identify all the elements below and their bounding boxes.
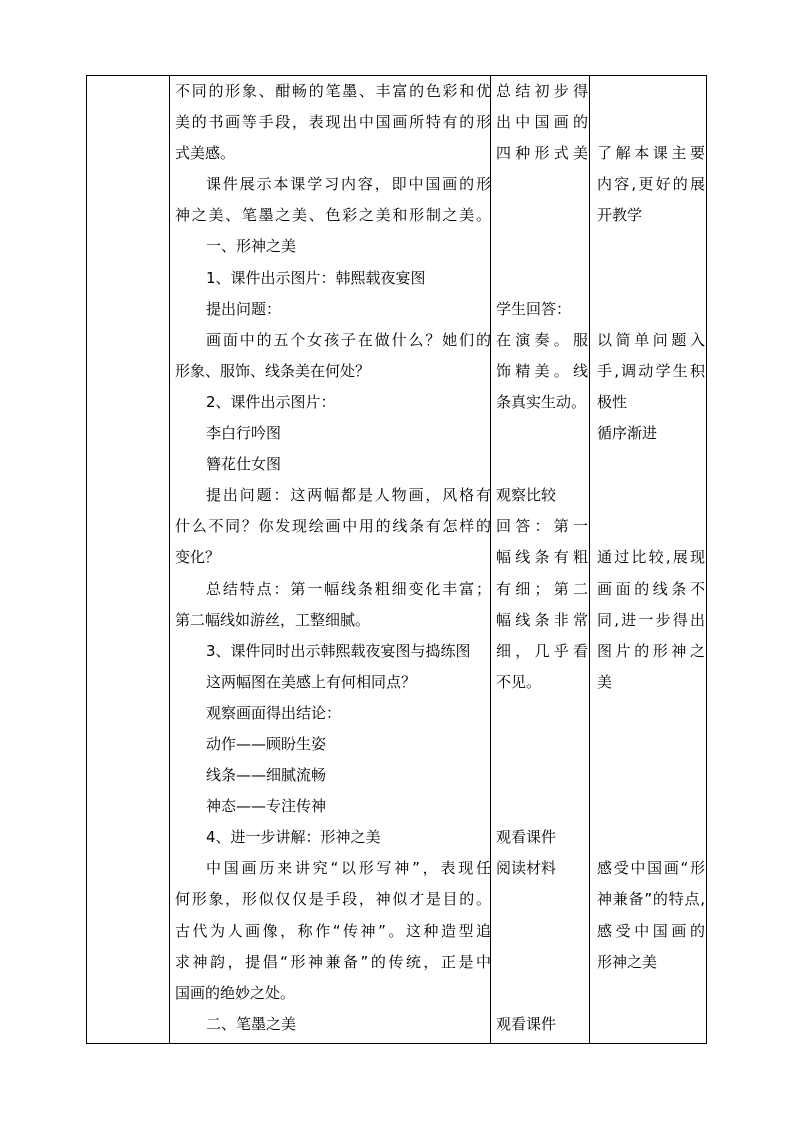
col2-line <box>496 449 588 480</box>
col3-line: 手,调动学生积 <box>597 361 705 380</box>
col2-line: 不见。 <box>496 672 542 691</box>
col1-line: 一、形神之美 <box>206 237 297 256</box>
col1-line: 式美感。 <box>175 144 236 163</box>
col1-line: 这两幅图在美感上有何相同点？ <box>206 672 417 691</box>
col3-line: 了解本课主要 <box>597 144 705 163</box>
col3-line: 神兼备”的特点, <box>597 890 705 909</box>
col1-line: 观察画面得出结论： <box>206 703 342 722</box>
col3-line: 图片的形神之 <box>597 641 705 660</box>
col3-line: 画面的线条不 <box>597 579 705 598</box>
col3-line: 极性 <box>597 392 628 411</box>
col3-line: 循序渐进 <box>597 424 658 443</box>
col3-line <box>597 1009 705 1040</box>
col3-line: 开教学 <box>597 206 643 225</box>
col1-line: 变化？ <box>175 548 221 567</box>
col3-line <box>597 760 705 791</box>
col1-line: 什么不同？你发现绘画中用的线条有怎样的 <box>175 517 491 536</box>
col1-line: 美的书画等手段，表现出中国画所特有的形 <box>175 113 491 132</box>
col2-line <box>496 884 588 915</box>
col2-line: 回答：第一 <box>496 517 588 536</box>
col2-line <box>496 698 588 729</box>
col3-line: 美 <box>597 672 613 691</box>
col3-line <box>597 978 705 1009</box>
col2-line <box>496 418 588 449</box>
col1-line: 画面中的五个女孩子在做什么？她们的 <box>206 330 491 349</box>
col2-line: 四种形式美 <box>496 144 588 163</box>
col2-line: 观看课件 <box>496 828 557 847</box>
col2-line <box>496 263 588 294</box>
col3-line: 感受中国画“形 <box>597 859 705 878</box>
col2-line <box>496 916 588 947</box>
col2-line <box>496 231 588 262</box>
col3-line: 通过比较,展现 <box>597 548 705 567</box>
col2-line: 在演奏。服 <box>496 330 588 349</box>
col2-line <box>496 978 588 1009</box>
col1-line: 古代为人画像，称作“传神”。这种造型追 <box>175 921 491 940</box>
col3-line <box>597 698 705 729</box>
col2-line: 幅线条非常 <box>496 610 588 629</box>
col1-line: 4、进一步讲解：形神之美 <box>206 828 381 847</box>
col2-line: 条真实生动。 <box>496 392 587 411</box>
col1-line: 不同的形象、酣畅的笔墨、丰富的色彩和优 <box>175 82 491 100</box>
col3-line <box>597 76 705 107</box>
col1-line: 提出问题： <box>206 299 282 318</box>
col2-line <box>496 791 588 822</box>
col1-line: 提出问题：这两幅都是人物画，风格有 <box>206 486 491 505</box>
col2-line: 总结初步得 <box>496 82 588 100</box>
col1-line: 课件展示本课学习内容，即中国画的形 <box>206 175 491 194</box>
col3-line: 感受中国画的 <box>597 921 705 940</box>
student-activity-column <box>496 76 588 1040</box>
col1-line: 形象、服饰、线条美在何处？ <box>175 361 371 380</box>
col2-line <box>496 760 588 791</box>
col2-line: 有细；第二 <box>496 579 588 598</box>
col2-line <box>496 169 588 200</box>
design-intent-column <box>597 76 705 1040</box>
col1-line: 神态——专注传神 <box>206 797 327 816</box>
col1-line: 中国画历来讲究“以形写神”，表现任 <box>206 859 491 878</box>
col3-line: 内容,更好的展 <box>597 175 705 194</box>
col3-line <box>597 791 705 822</box>
col2-line: 观看课件 <box>496 1014 557 1033</box>
col1-line: 李白行吟图 <box>206 424 282 443</box>
col3-line <box>597 511 705 542</box>
col2-line: 幅线条有粗 <box>496 548 588 567</box>
col1-line: 求神韵，提倡“形神兼备”的传统，正是中 <box>175 952 491 971</box>
col2-line: 观察比较 <box>496 486 557 505</box>
col2-line: 出中国画的 <box>496 113 588 132</box>
col1-line: 国画的绝妙之处。 <box>175 983 296 1002</box>
col3-line <box>597 449 705 480</box>
teaching-process-column <box>175 76 491 1040</box>
col1-line: 神之美、笔墨之美、色彩之美和形制之美。 <box>175 206 491 225</box>
col3-line: 同,进一步得出 <box>597 610 705 629</box>
col1-line: 何形象，形似仅仅是手段，神似才是目的。 <box>175 890 491 909</box>
lesson-plan-table <box>86 75 707 1044</box>
column-divider-1 <box>169 76 170 1043</box>
col1-line: 动作——顾盼生姿 <box>206 734 327 753</box>
col2-line <box>496 947 588 978</box>
col1-line: 3、课件同时出示韩熙载夜宴图与捣练图 <box>206 641 471 660</box>
col2-line <box>496 200 588 231</box>
col1-line: 簪花仕女图 <box>206 455 282 474</box>
col3-line: 以简单问题入 <box>597 330 705 349</box>
col3-line <box>597 822 705 853</box>
col3-line <box>597 294 705 325</box>
col1-line: 线条——细腻流畅 <box>206 766 327 785</box>
col3-line <box>597 107 705 138</box>
col3-line: 形神之美 <box>597 952 658 971</box>
column-divider-3 <box>589 76 590 1043</box>
col2-line: 阅读材料 <box>496 859 557 878</box>
col2-line: 饰精美。线 <box>496 361 588 380</box>
col3-line <box>597 231 705 262</box>
col1-line: 第二幅线如游丝，工整细腻。 <box>175 610 371 629</box>
col3-line <box>597 480 705 511</box>
col1-line: 总结特点：第一幅线条粗细变化丰富； <box>206 579 491 598</box>
col1-line: 1、课件出示图片：韩熙载夜宴图 <box>206 268 426 287</box>
col2-line: 学生回答： <box>496 299 572 318</box>
col1-line: 2、课件出示图片： <box>206 392 336 411</box>
col2-line <box>496 729 588 760</box>
col2-line: 细，几乎看 <box>496 641 588 660</box>
col1-line: 二、笔墨之美 <box>206 1014 297 1033</box>
col3-line <box>597 263 705 294</box>
col3-line <box>597 729 705 760</box>
